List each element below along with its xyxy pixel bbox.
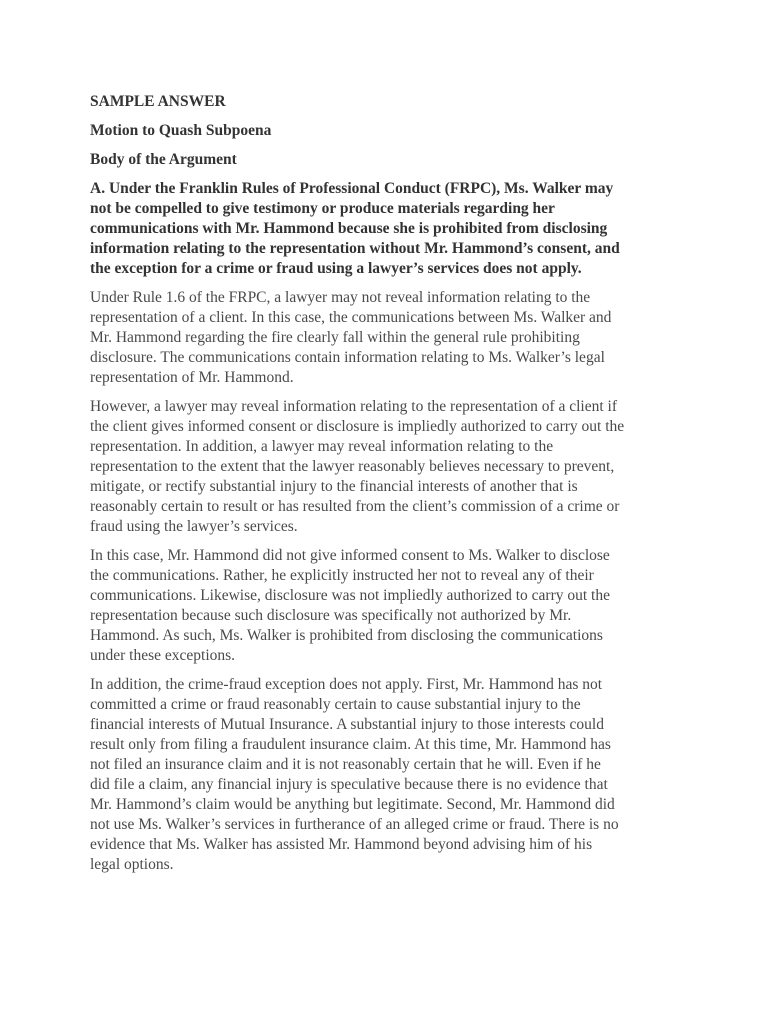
paragraph-line: communications. Likewise, disclosure was not impliedly authorized to carry out the <box>90 587 610 604</box>
document-title: SAMPLE ANSWER <box>90 93 226 110</box>
body-paragraph-consent <box>90 546 690 666</box>
argument-heading-line: the exception for a crime or fraud using a lawyer’s services does not apply. <box>90 260 582 277</box>
paragraph-line: financial interests of Mutual Insurance. A substantial injury to those interests could <box>90 716 604 733</box>
paragraph-line: In this case, Mr. Hammond did not give informed consent to Ms. Walker to disclose <box>90 547 610 564</box>
paragraph-line: representation. In addition, a lawyer may reveal information relating to the <box>90 438 554 455</box>
paragraph-line: not filed an insurance claim and it is not reasonably certain that he will. Even if he <box>90 756 601 773</box>
paragraph-line: result only from filing a fraudulent insurance claim. At this time, Mr. Hammond has <box>90 736 611 753</box>
paragraph-line: representation of Mr. Hammond. <box>90 369 294 386</box>
paragraph-line: the communications. Rather, he explicitly instructed her not to reveal any of their <box>90 567 594 584</box>
body-paragraph-exceptions <box>90 397 690 537</box>
document-page <box>90 92 690 884</box>
paragraph-line: representation because such disclosure was specifically not authorized by Mr. <box>90 607 572 624</box>
argument-heading-line: communications with Mr. Hammond because she is prohibited from disclosing <box>90 220 608 237</box>
paragraph-line: Hammond. As such, Ms. Walker is prohibited from disclosing the communications <box>90 627 603 644</box>
paragraph-line: representation of a client. In this case, the communications between Ms. Walker and <box>90 309 612 326</box>
paragraph-line: Mr. Hammond regarding the fire clearly fall within the general rule prohibiting <box>90 329 580 346</box>
paragraph-line: the client gives informed consent or disclosure is impliedly authorized to carry out the <box>90 418 625 435</box>
paragraph-line: did file a claim, any financial injury is speculative because there is no evidence that <box>90 776 608 793</box>
paragraph-line: However, a lawyer may reveal information relating to the representation of a client if <box>90 398 618 415</box>
body-paragraph-crime-fraud <box>90 675 690 875</box>
paragraph-line: evidence that Ms. Walker has assisted Mr. Hammond beyond advising him of his <box>90 836 593 853</box>
argument-heading-line: not be compelled to give testimony or produce materials regarding her <box>90 200 555 217</box>
section-heading: Body of the Argument <box>90 151 237 168</box>
paragraph-line: Under Rule 1.6 of the FRPC, a lawyer may not reveal information relating to the <box>90 289 591 306</box>
paragraph-line: fraud using the lawyer’s services. <box>90 518 298 535</box>
paragraph-line: under these exceptions. <box>90 647 236 664</box>
paragraph-line: committed a crime or fraud reasonably certain to cause substantial injury to the <box>90 696 581 713</box>
paragraph-line: In addition, the crime-fraud exception does not apply. First, Mr. Hammond has not <box>90 676 603 693</box>
argument-heading-line: information relating to the representation without Mr. Hammond’s consent, and <box>90 240 620 257</box>
paragraph-line: Mr. Hammond’s claim would be anything but legitimate. Second, Mr. Hammond did <box>90 796 615 813</box>
paragraph-line: legal options. <box>90 856 174 873</box>
paragraph-line: representation to the extent that the lawyer reasonably believes necessary to prevent, <box>90 458 615 475</box>
body-paragraph-rule <box>90 288 690 388</box>
paragraph-line: mitigate, or rectify substantial injury to the financial interests of another that is <box>90 478 578 495</box>
document-subtitle: Motion to Quash Subpoena <box>90 122 272 139</box>
paragraph-line: reasonably certain to result or has resulted from the client’s commission of a crime or <box>90 498 620 515</box>
paragraph-line: disclosure. The communications contain information relating to Ms. Walker’s legal <box>90 349 605 366</box>
paragraph-line: not use Ms. Walker’s services in furtherance of an alleged crime or fraud. There is no <box>90 816 619 833</box>
argument-heading-line: A. Under the Franklin Rules of Professional Conduct (FRPC), Ms. Walker may <box>90 180 614 197</box>
argument-heading-a <box>90 179 690 279</box>
